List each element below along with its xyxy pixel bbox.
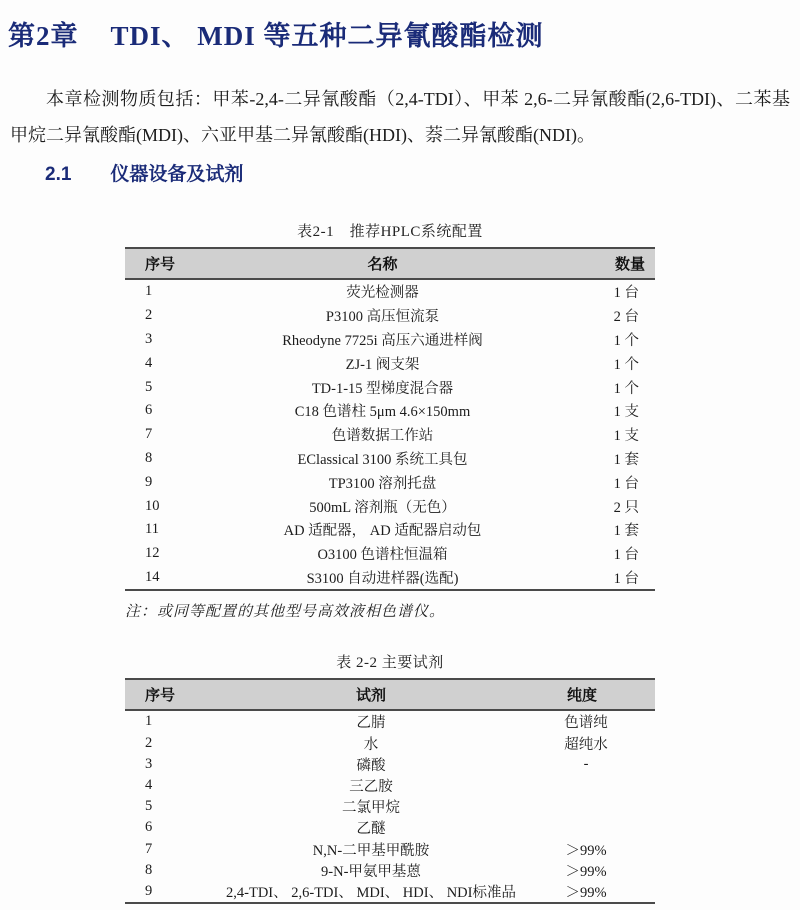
cell-seq: 8 — [145, 861, 153, 878]
table-row — [125, 838, 655, 859]
cell-qty: 1 支 — [613, 404, 639, 421]
cell-reagent: 磷酸 — [356, 757, 386, 774]
cell-reagent: 乙腈 — [356, 715, 386, 732]
reagents-table — [125, 678, 655, 904]
table-row — [125, 304, 655, 328]
table-row — [125, 817, 655, 838]
cell-name: AD 适配器， AD 适配器启动包 — [283, 523, 482, 540]
table1-note: 注：或同等配置的其他型号高效液相色谱仪。 — [125, 604, 446, 621]
cell-reagent: 三乙胺 — [349, 779, 393, 796]
table-row — [125, 881, 655, 903]
table2-header — [125, 679, 655, 710]
cell-seq: 3 — [145, 330, 153, 347]
table2-header-reagent: 试剂 — [215, 679, 527, 710]
cell-qty: 1 套 — [613, 451, 639, 468]
cell-purity: ＞99% — [565, 842, 607, 859]
table-row — [125, 733, 655, 754]
cell-purity: ＞99% — [565, 863, 607, 880]
table-row — [125, 710, 655, 732]
cell-seq: 1 — [145, 713, 153, 730]
cell-qty: 1 个 — [613, 356, 639, 373]
cell-reagent: 二氯甲烷 — [342, 800, 400, 817]
cell-qty: 1 台 — [550, 566, 655, 591]
table-row — [125, 566, 655, 591]
table-row — [125, 494, 655, 518]
cell-seq: 6 — [145, 402, 153, 419]
cell-name: P3100 高压恒流泵 — [325, 309, 440, 326]
table1-wrap — [125, 220, 655, 904]
cell-qty: 1 个 — [613, 380, 639, 397]
hplc-config-table — [125, 247, 655, 591]
chapter-number: 第2章 — [8, 21, 79, 51]
cell-reagent: 9-N-甲氨甲基蒽 — [321, 863, 421, 880]
table1-caption: 表2-1 推荐HPLC系统配置 — [297, 224, 483, 240]
table2-header-purity: 纯度 — [527, 679, 655, 710]
cell-seq: 2 — [145, 307, 153, 324]
cell-name: S3100 自动进样器(选配) — [215, 566, 550, 591]
table2-header-seq: 序号 — [125, 679, 215, 710]
table2-caption: 表 2-2 主要试剂 — [336, 655, 444, 672]
table-row — [125, 375, 655, 399]
table-row — [125, 754, 655, 775]
cell-seq: 4 — [145, 354, 153, 371]
table-row — [125, 775, 655, 796]
table-row — [125, 470, 655, 494]
cell-seq: 12 — [145, 545, 160, 562]
cell-seq: 9 — [145, 473, 153, 490]
cell-seq: 8 — [145, 449, 153, 466]
cell-seq: 6 — [145, 819, 153, 836]
cell-qty: 1 台 — [613, 285, 639, 302]
cell-qty: 2 台 — [613, 309, 639, 326]
cell-qty: 1 个 — [613, 332, 639, 349]
cell-name: 色谱数据工作站 — [331, 428, 434, 445]
table-row — [125, 423, 655, 447]
cell-purity — [527, 817, 655, 838]
table1-header — [125, 248, 655, 279]
table-row — [125, 328, 655, 352]
table-row — [125, 796, 655, 817]
cell-seq: 5 — [145, 378, 153, 395]
table1-header-row — [125, 248, 655, 279]
cell-name: TP3100 溶剂托盘 — [328, 475, 437, 492]
section-heading — [45, 159, 800, 186]
section-number: 2.1 — [45, 164, 72, 185]
table-row — [125, 399, 655, 423]
cell-seq: 10 — [145, 497, 160, 514]
cell-reagent: 乙醚 — [356, 821, 386, 838]
table-row — [125, 860, 655, 881]
cell-seq: 1 — [145, 283, 153, 300]
cell-seq: 4 — [145, 777, 153, 794]
table1-body — [125, 279, 655, 590]
cell-name: 荧光检测器 — [346, 285, 419, 302]
table1-header-qty: 数量 — [550, 248, 655, 279]
table-row — [125, 279, 655, 304]
cell-seq: 3 — [145, 755, 153, 772]
cell-seq: 7 — [145, 840, 153, 857]
cell-name: Rheodyne 7725i 高压六通进样阀 — [282, 332, 483, 349]
cell-seq: 14 — [125, 566, 215, 591]
cell-name: C18 色谱柱 5μm 4.6×150mm — [294, 404, 471, 421]
table2-header-row — [125, 679, 655, 710]
cell-purity — [527, 796, 655, 817]
table1-header-name: 名称 — [215, 248, 550, 279]
table-row — [125, 447, 655, 471]
cell-qty: 1 台 — [613, 547, 639, 564]
cell-qty: 1 支 — [613, 428, 639, 445]
chapter-title: TDI、 MDI 等五种二异氰酸酯检测 — [110, 21, 544, 51]
cell-seq: 11 — [145, 521, 159, 538]
table2-body — [125, 710, 655, 903]
cell-name: TD-1-15 型梯度混合器 — [311, 380, 454, 397]
cell-name: ZJ-1 阀支架 — [345, 356, 420, 373]
section-title: 仪器设备及试剂 — [110, 164, 244, 185]
cell-seq: 5 — [145, 798, 153, 815]
cell-purity: 色谱纯 — [564, 715, 608, 732]
cell-seq: 2 — [145, 734, 153, 751]
intro-paragraph: 本章检测物质包括：甲苯-2,4-二异氰酸酯（2,4-TDI）、甲苯 2,6-二异氰酸酯(2,6-TDI)、二苯基甲烷二异氰酸酯(MDI)、六亚甲基二异氰酸酯(HDI)、萘二异氰酸酯(NDI)。 — [10, 89, 790, 145]
cell-name: 500mL 溶剂瓶（无色） — [309, 499, 456, 516]
cell-seq: 7 — [145, 426, 153, 443]
cell-purity: ＞99% — [527, 881, 655, 903]
cell-reagent: 2,4-TDI、 2,6-TDI、 MDI、 HDI、 NDI标准品 — [215, 881, 527, 903]
table-row — [125, 518, 655, 542]
cell-qty: 2 只 — [613, 499, 639, 516]
cell-name: EClassical 3100 系统工具包 — [297, 451, 468, 468]
cell-reagent: N,N-二甲基甲酰胺 — [312, 842, 430, 859]
cell-name: O3100 色谱柱恒温箱 — [317, 547, 448, 564]
table1-header-seq: 序号 — [125, 248, 215, 279]
cell-seq: 9 — [125, 881, 215, 903]
table-row — [125, 542, 655, 566]
chapter-heading — [8, 14, 800, 53]
cell-qty: 1 套 — [613, 523, 639, 540]
cell-qty: 1 台 — [613, 475, 639, 492]
table-row — [125, 351, 655, 375]
cell-purity: 超纯水 — [564, 736, 608, 753]
cell-purity — [527, 775, 655, 796]
cell-purity: - — [583, 755, 589, 772]
cell-reagent: 水 — [363, 736, 379, 753]
